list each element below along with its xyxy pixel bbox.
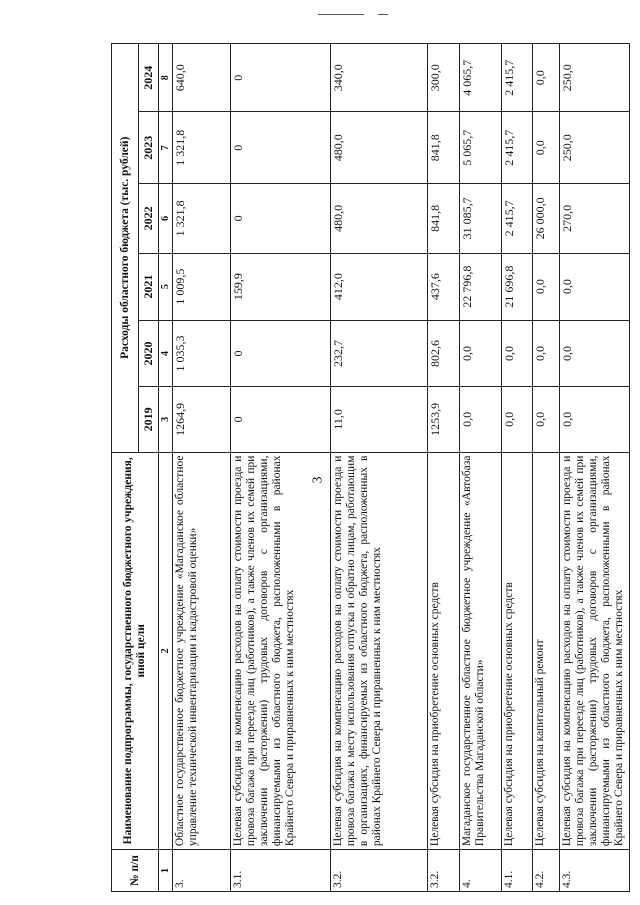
table-row	[231, 44, 331, 892]
table-row	[173, 44, 231, 892]
row-value: 232,7	[331, 320, 428, 387]
row-value: 640,0	[173, 44, 231, 112]
row-value: 11,0	[331, 387, 428, 452]
table-body	[173, 44, 630, 892]
table-row	[331, 44, 428, 892]
budget-table	[111, 43, 630, 892]
row-num: 4.	[460, 850, 502, 892]
index-cell: 6	[159, 183, 173, 253]
row-value: 4 065,7	[460, 44, 502, 112]
row-num: 3.2.	[428, 850, 460, 892]
row-value: 0,0	[560, 387, 630, 452]
index-cell: 8	[159, 44, 173, 112]
header-year: 2021	[139, 253, 159, 320]
row-num: 3.2.	[331, 850, 428, 892]
row-value: 250,0	[560, 112, 630, 183]
row-name: Целевая субсидия на приобретение основных средств	[502, 452, 533, 850]
row-name: Целевая субсидия на приобретение основных средств	[428, 452, 460, 850]
row-name: Целевая субсидия на компенсацию расходов на оплату стоимости проезда и провоза багажа при переезде лиц (работников), а также членов их семей при заключении (расторжении) трудовых договоров с организациями, финансируемыми из областного бюджета, расположенными в районах Крайнего Севера и приравненных к ним местностях	[560, 452, 630, 850]
row-value: 0	[231, 112, 331, 183]
header-expenses: Расходы областного бюджета (тыс. рублей)	[112, 44, 139, 453]
row-value: 0,0	[533, 320, 560, 387]
index-cell: 3	[159, 387, 173, 452]
row-value: 0,0	[560, 320, 630, 387]
row-name: Целевая субсидия на компенсацию расходов на оплату стоимости проезда и провоза багажа при переезде лиц (работников), а также членов их семей при заключении (расторжении) трудовых договоров с организациями, финансируемыми из областного бюджета, расположенными в районах Крайнего Севера и приравненных к ним местностях	[231, 452, 331, 850]
row-value: 0,0	[533, 387, 560, 452]
row-value: 802,6	[428, 320, 460, 387]
row-value: 31 085,7	[460, 183, 502, 253]
top-rule	[318, 14, 364, 15]
row-num: 4.1.	[502, 850, 533, 892]
rotated-page	[111, 43, 625, 892]
row-value: 22 796,8	[460, 253, 502, 320]
index-cell: 2	[159, 452, 173, 850]
row-value: 1253,9	[428, 387, 460, 452]
row-name: Магаданское государственное областное бюджетное учреждение «Автобаза Правительства Магаданской области»	[460, 452, 502, 850]
row-value: 0,0	[560, 253, 630, 320]
row-value: 0	[231, 183, 331, 253]
table-row	[460, 44, 502, 892]
row-value: 0	[231, 387, 331, 452]
row-value: 2 415,7	[502, 183, 533, 253]
row-value: 437,6	[428, 253, 460, 320]
row-value: 480,0	[331, 183, 428, 253]
page-number: 3	[310, 476, 326, 484]
row-value: 1 035,3	[173, 320, 231, 387]
row-value: 0,0	[502, 320, 533, 387]
row-value: 0,0	[460, 320, 502, 387]
row-value: 270,0	[560, 183, 630, 253]
index-cell: 5	[159, 253, 173, 320]
row-name: Областное государственное бюджетное учреждение «Магаданское областное управление технической инвентаризации и кадастровой оценки»	[173, 452, 231, 850]
top-rule-short	[378, 14, 388, 15]
row-value: 0,0	[533, 44, 560, 112]
row-name: Целевая субсидия на капитальный ремонт	[533, 452, 560, 850]
row-value: 159,9	[231, 253, 331, 320]
row-name: Целевая субсидия на компенсацию расходов на оплату стоимости проезда и провоза багажа к месту использования отпуска и обратно лицам, работающим в организациях, финансируемых из областного бюджета, расположенных в районах Крайнего Севера и приравненных к ним местностях	[331, 452, 428, 850]
header-year: 2023	[139, 112, 159, 183]
row-value: 0	[231, 44, 331, 112]
row-value: 1264,9	[173, 387, 231, 452]
row-value: 1 321,8	[173, 183, 231, 253]
index-cell: 1	[159, 850, 173, 892]
row-value: 2 415,7	[502, 112, 533, 183]
row-num: 4.3.	[560, 850, 630, 892]
table-row	[428, 44, 460, 892]
header-year: 2022	[139, 183, 159, 253]
row-value: 5 065,7	[460, 112, 502, 183]
header-year: 2019	[139, 387, 159, 452]
index-cell: 4	[159, 320, 173, 387]
row-value: 1 009,5	[173, 253, 231, 320]
row-value: 21 696,8	[502, 253, 533, 320]
table-row	[560, 44, 630, 892]
row-value: 841,8	[428, 112, 460, 183]
row-value: 841,8	[428, 183, 460, 253]
row-num: 4.2.	[533, 850, 560, 892]
row-num: 3.1.	[231, 850, 331, 892]
row-value: 1 321,8	[173, 112, 231, 183]
table-row	[502, 44, 533, 892]
index-cell: 7	[159, 112, 173, 183]
row-value: 300,0	[428, 44, 460, 112]
header-name: Наименование подпрограммы, государственного бюджетного учреждения, иной цели	[112, 452, 159, 850]
table-row	[533, 44, 560, 892]
row-value: 0	[231, 320, 331, 387]
row-value: 0,0	[533, 112, 560, 183]
row-value: 340,0	[331, 44, 428, 112]
row-value: 26 000,0	[533, 183, 560, 253]
row-value: 480,0	[331, 112, 428, 183]
row-value: 412,0	[331, 253, 428, 320]
row-value: 250,0	[560, 44, 630, 112]
row-value: 2 415,7	[502, 44, 533, 112]
header-year: 2020	[139, 320, 159, 387]
header-num: № п/п	[112, 850, 159, 892]
row-value: 0,0	[502, 387, 533, 452]
row-value: 0,0	[533, 253, 560, 320]
row-num: 3.	[173, 850, 231, 892]
header-year: 2024	[139, 44, 159, 112]
row-value: 0,0	[460, 387, 502, 452]
